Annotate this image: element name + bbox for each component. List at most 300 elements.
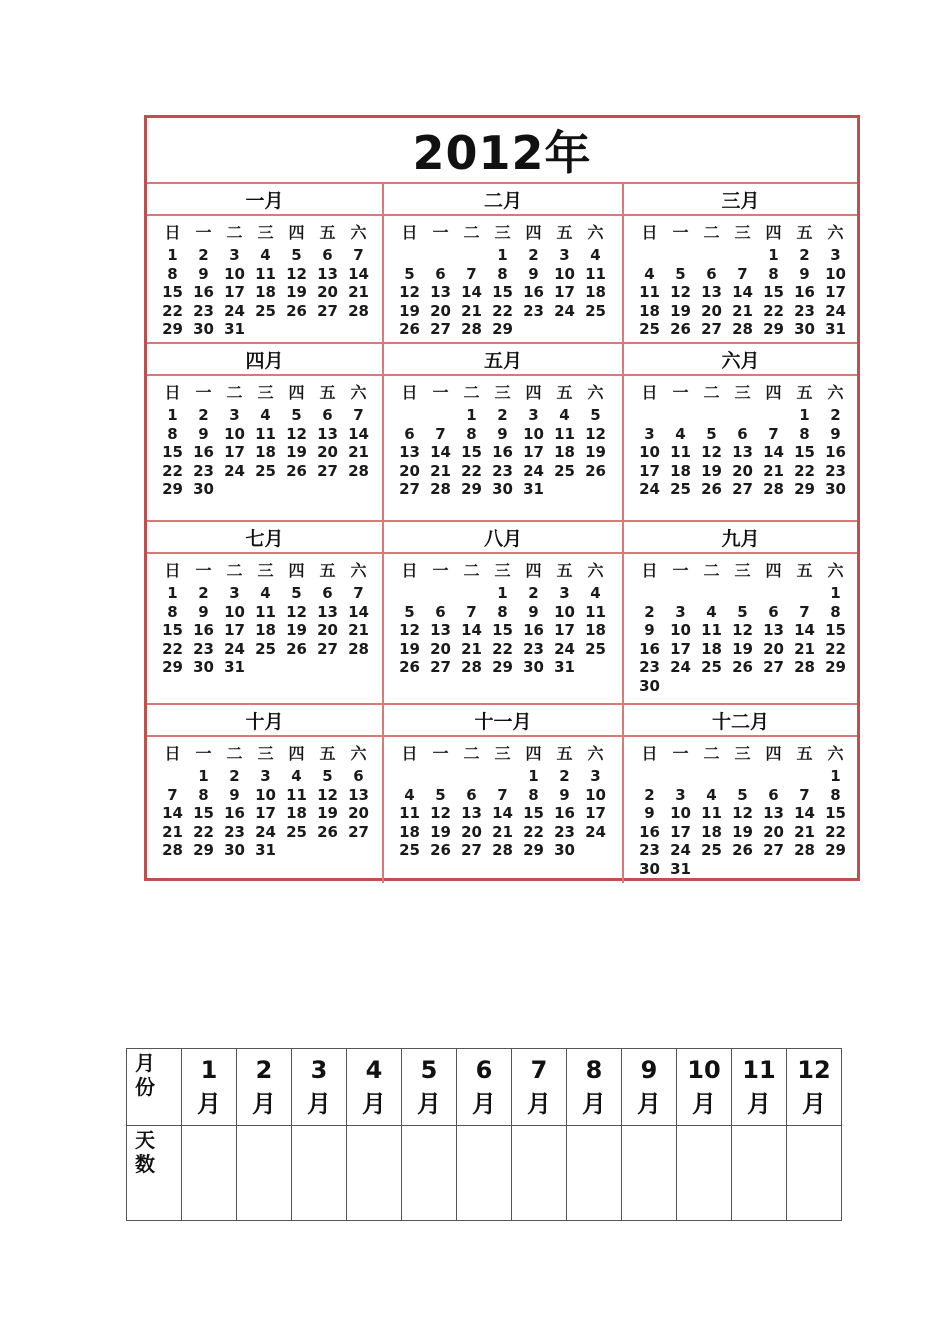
day-cell: 28 [348, 639, 369, 658]
day-cell: 14 [348, 264, 369, 283]
month-name: 一月 [147, 184, 382, 216]
days-input-cell[interactable] [182, 1126, 237, 1221]
day-cell: 12 [732, 804, 753, 822]
day-cell: 4 [644, 264, 655, 283]
weekday-header: 五 [796, 383, 813, 402]
weekday-header: 三 [494, 561, 511, 580]
weekday-header: 一 [195, 561, 212, 580]
month-name: 七月 [147, 522, 382, 554]
day-cell: 31 [523, 480, 544, 498]
day-cell: 16 [193, 443, 214, 461]
day-cell: 18 [255, 621, 276, 639]
day-cell: 1 [799, 406, 810, 424]
day-cell: 11 [585, 264, 606, 283]
day-grid [384, 554, 622, 677]
day-cell: 30 [523, 658, 544, 676]
day-grid [147, 554, 382, 677]
day-cell: 3 [830, 246, 841, 264]
days-input-cell[interactable] [622, 1126, 677, 1221]
day-cell: 5 [706, 424, 717, 443]
days-input-cell[interactable] [237, 1126, 292, 1221]
weekday-header: 六 [827, 223, 844, 242]
day-cell: 9 [198, 602, 209, 621]
day-cell: 27 [317, 461, 338, 480]
day-cell: 9 [799, 264, 810, 283]
month-name: 十二月 [624, 705, 857, 737]
day-cell: 10 [825, 264, 846, 283]
day-cell: 23 [639, 841, 660, 859]
days-input-cell[interactable] [787, 1126, 842, 1221]
day-cell: 4 [706, 602, 717, 621]
day-cell: 15 [825, 621, 846, 639]
days-input-cell[interactable] [512, 1126, 567, 1221]
day-cell: 11 [585, 602, 606, 621]
weekday-header: 二 [703, 561, 720, 580]
empty-cell [696, 246, 727, 265]
empty-cell [394, 767, 425, 786]
day-cell: 30 [492, 480, 513, 498]
weekday-header: 二 [703, 383, 720, 402]
day-cell: 25 [286, 822, 307, 841]
day-cell: 1 [497, 246, 508, 264]
day-cell: 4 [590, 584, 601, 602]
day-cell: 5 [590, 406, 601, 424]
day-cell: 3 [559, 246, 570, 264]
weekday-header: 二 [226, 744, 243, 763]
day-grid [384, 376, 622, 499]
day-cell: 30 [794, 320, 815, 338]
day-cell: 9 [830, 424, 841, 443]
day-cell: 12 [399, 283, 420, 301]
day-cell: 13 [317, 602, 338, 621]
month-row [147, 344, 857, 522]
day-cell: 15 [523, 804, 544, 822]
day-cell: 9 [229, 785, 240, 804]
day-cell: 25 [701, 658, 722, 676]
day-cell: 7 [466, 264, 477, 283]
day-cell: 31 [224, 658, 245, 676]
day-cell: 18 [670, 461, 691, 480]
day-cell: 29 [794, 480, 815, 498]
day-cell: 6 [353, 767, 364, 785]
day-cell: 11 [255, 424, 276, 443]
month-row-header: 月 份 [127, 1049, 182, 1126]
day-cell: 15 [162, 443, 183, 461]
weekday-header: 五 [556, 561, 573, 580]
month-row [147, 184, 857, 344]
month-name: 五月 [384, 344, 622, 376]
day-cell: 8 [528, 785, 539, 804]
day-cell: 6 [768, 785, 779, 804]
day-cell: 16 [794, 283, 815, 301]
day-cell: 30 [193, 658, 214, 676]
day-cell: 19 [732, 822, 753, 841]
day-cell: 27 [763, 658, 784, 676]
month-block [624, 184, 857, 344]
day-cell: 25 [701, 841, 722, 859]
day-cell: 14 [348, 424, 369, 443]
day-cell: 8 [830, 602, 841, 621]
day-cell: 25 [255, 301, 276, 320]
month-block [384, 522, 624, 705]
day-cell: 19 [732, 639, 753, 658]
day-cell: 12 [317, 785, 338, 804]
empty-cell [727, 406, 758, 425]
days-input-cell[interactable] [732, 1126, 787, 1221]
month-block [147, 344, 384, 522]
day-cell: 11 [399, 804, 420, 822]
day-cell: 17 [224, 283, 245, 301]
day-cell: 23 [492, 461, 513, 480]
weekday-header: 五 [556, 744, 573, 763]
day-cell: 8 [768, 264, 779, 283]
day-cell: 25 [585, 301, 606, 320]
day-cell: 26 [399, 320, 420, 338]
month-block [147, 705, 384, 883]
day-cell: 3 [644, 424, 655, 443]
day-cell: 20 [763, 822, 784, 841]
day-cell: 11 [639, 283, 660, 301]
day-cell: 5 [737, 785, 748, 804]
empty-cell [394, 584, 425, 603]
day-cell: 14 [492, 804, 513, 822]
day-cell: 8 [799, 424, 810, 443]
day-cell: 20 [399, 461, 420, 480]
day-cell: 13 [732, 443, 753, 461]
empty-cell [456, 246, 487, 265]
day-cell: 23 [193, 639, 214, 658]
day-cell: 5 [404, 264, 415, 283]
day-cell: 11 [670, 443, 691, 461]
day-cell: 23 [224, 822, 245, 841]
day-cell: 8 [167, 264, 178, 283]
day-cell: 22 [193, 822, 214, 841]
day-cell: 29 [492, 658, 513, 676]
day-cell: 21 [348, 621, 369, 639]
weekday-header: 二 [226, 223, 243, 242]
day-cell: 10 [224, 264, 245, 283]
day-cell: 13 [461, 804, 482, 822]
weekday-header: 六 [827, 744, 844, 763]
day-cell: 13 [763, 621, 784, 639]
day-cell: 11 [701, 621, 722, 639]
day-cell: 6 [768, 602, 779, 621]
day-cell: 28 [763, 480, 784, 498]
day-cell: 12 [670, 283, 691, 301]
day-cell: 20 [348, 804, 369, 822]
weekday-header: 六 [587, 744, 604, 763]
day-cell: 13 [399, 443, 420, 461]
day-cell: 23 [794, 301, 815, 320]
day-cell: 31 [670, 859, 691, 878]
day-cell: 17 [585, 804, 606, 822]
day-cell: 26 [286, 461, 307, 480]
day-cell: 28 [732, 320, 753, 338]
day-cell: 24 [585, 822, 606, 841]
day-cell: 20 [317, 283, 338, 301]
weekday-header: 五 [319, 383, 336, 402]
month-column-header: 1 月 [182, 1049, 237, 1126]
weekday-header: 日 [164, 561, 181, 580]
day-cell: 12 [286, 424, 307, 443]
day-cell: 7 [466, 602, 477, 621]
day-cell: 29 [162, 480, 183, 498]
day-cell: 26 [585, 461, 606, 480]
day-cell: 24 [825, 301, 846, 320]
days-input-cell[interactable] [292, 1126, 347, 1221]
month-name: 十一月 [384, 705, 622, 737]
weekday-header: 二 [226, 383, 243, 402]
empty-cell [157, 767, 188, 786]
empty-cell [634, 584, 665, 603]
day-cell: 6 [706, 264, 717, 283]
empty-cell [727, 584, 758, 603]
day-cell: 15 [794, 443, 815, 461]
month-column-header: 11 月 [732, 1049, 787, 1126]
day-cell: 15 [492, 621, 513, 639]
day-cell: 11 [255, 264, 276, 283]
day-cell: 16 [554, 804, 575, 822]
day-cell: 9 [559, 785, 570, 804]
day-cell: 29 [193, 841, 214, 859]
day-cell: 3 [528, 406, 539, 424]
day-cell: 26 [732, 658, 753, 676]
day-cell: 18 [585, 283, 606, 301]
days-input-cell[interactable] [347, 1126, 402, 1221]
day-cell: 19 [286, 621, 307, 639]
day-cell: 31 [825, 320, 846, 338]
empty-cell [696, 767, 727, 786]
weekday-header: 六 [350, 383, 367, 402]
day-cell: 14 [732, 283, 753, 301]
day-cell: 4 [675, 424, 686, 443]
day-cell: 9 [644, 804, 655, 822]
day-cell: 13 [701, 283, 722, 301]
day-cell: 27 [701, 320, 722, 338]
month-name: 八月 [384, 522, 622, 554]
day-cell: 2 [559, 767, 570, 785]
day-cell: 30 [554, 841, 575, 859]
day-cell: 20 [317, 621, 338, 639]
empty-cell [394, 406, 425, 425]
day-cell: 2 [198, 406, 209, 424]
weekday-header: 三 [257, 383, 274, 402]
month-block [384, 705, 624, 883]
day-cell: 7 [435, 424, 446, 443]
day-cell: 13 [348, 785, 369, 804]
empty-cell [425, 406, 456, 425]
day-cell: 24 [255, 822, 276, 841]
day-cell: 1 [830, 767, 841, 785]
day-cell: 10 [639, 443, 660, 461]
weekday-header: 二 [463, 744, 480, 763]
weekday-header: 五 [796, 223, 813, 242]
day-cell: 7 [353, 584, 364, 602]
day-cell: 11 [255, 602, 276, 621]
day-cell: 28 [162, 841, 183, 859]
weekday-header: 四 [765, 223, 782, 242]
day-cell: 27 [317, 639, 338, 658]
day-cell: 30 [193, 480, 214, 498]
day-cell: 10 [224, 602, 245, 621]
day-cell: 5 [291, 246, 302, 264]
year-calendar [144, 115, 860, 881]
day-cell: 26 [430, 841, 451, 859]
day-cell: 26 [701, 480, 722, 498]
day-cell: 23 [193, 301, 214, 320]
empty-cell [789, 584, 820, 603]
weekday-header: 二 [463, 223, 480, 242]
day-cell: 1 [830, 584, 841, 602]
day-cell: 23 [193, 461, 214, 480]
day-cell: 20 [317, 443, 338, 461]
day-cell: 31 [554, 658, 575, 676]
day-cell: 1 [768, 246, 779, 264]
day-cell: 28 [348, 461, 369, 480]
month-name: 九月 [624, 522, 857, 554]
weekday-header: 日 [641, 383, 658, 402]
day-cell: 25 [255, 461, 276, 480]
empty-cell [634, 767, 665, 786]
month-name: 二月 [384, 184, 622, 216]
day-cell: 25 [639, 320, 660, 338]
day-cell: 8 [167, 602, 178, 621]
day-cell: 1 [497, 584, 508, 602]
day-cell: 30 [193, 320, 214, 338]
month-column-header: 8 月 [567, 1049, 622, 1126]
weekday-header: 日 [164, 744, 181, 763]
days-input-cell[interactable] [677, 1126, 732, 1221]
day-cell: 24 [224, 639, 245, 658]
day-cell: 27 [763, 841, 784, 859]
day-cell: 16 [639, 822, 660, 841]
day-cell: 23 [825, 461, 846, 480]
day-cell: 20 [763, 639, 784, 658]
day-cell: 28 [348, 301, 369, 320]
empty-cell [789, 767, 820, 786]
day-cell: 4 [706, 785, 717, 804]
day-cell: 21 [348, 283, 369, 301]
day-cell: 17 [554, 621, 575, 639]
weekday-header: 日 [401, 223, 418, 242]
empty-cell [425, 767, 456, 786]
weekday-header: 一 [432, 744, 449, 763]
day-grid [147, 216, 382, 339]
day-cell: 12 [585, 424, 606, 443]
day-cell: 21 [162, 822, 183, 841]
weekday-header: 三 [734, 383, 751, 402]
weekday-header: 四 [288, 744, 305, 763]
day-cell: 6 [322, 246, 333, 264]
calendar-title: 2012年 [147, 118, 857, 184]
month-name: 六月 [624, 344, 857, 376]
weekday-header: 日 [401, 383, 418, 402]
day-cell: 23 [639, 658, 660, 676]
day-cell: 29 [825, 841, 846, 859]
empty-cell [727, 767, 758, 786]
empty-cell [456, 584, 487, 603]
day-cell: 31 [224, 320, 245, 338]
day-cell: 27 [430, 658, 451, 676]
day-cell: 12 [701, 443, 722, 461]
day-cell: 24 [670, 658, 691, 676]
day-cell: 22 [492, 639, 513, 658]
day-grid [384, 737, 622, 860]
day-cell: 17 [224, 621, 245, 639]
days-count-table [126, 1048, 842, 1221]
days-input-cell[interactable] [567, 1126, 622, 1221]
month-column-header: 9 月 [622, 1049, 677, 1126]
day-cell: 6 [435, 264, 446, 283]
day-cell: 24 [224, 461, 245, 480]
day-cell: 18 [639, 301, 660, 320]
day-cell: 3 [590, 767, 601, 785]
day-cell: 2 [644, 785, 655, 804]
day-cell: 22 [492, 301, 513, 320]
day-cell: 10 [554, 264, 575, 283]
day-cell: 13 [430, 621, 451, 639]
day-cell: 17 [255, 804, 276, 822]
weekday-header: 日 [641, 744, 658, 763]
day-cell: 2 [799, 246, 810, 264]
day-cell: 8 [830, 785, 841, 804]
month-block [147, 522, 384, 705]
day-cell: 25 [670, 480, 691, 498]
day-cell: 7 [737, 264, 748, 283]
day-cell: 1 [167, 584, 178, 602]
day-cell: 10 [523, 424, 544, 443]
day-cell: 20 [430, 639, 451, 658]
days-input-cell[interactable] [457, 1126, 512, 1221]
days-input-cell[interactable] [402, 1126, 457, 1221]
day-cell: 10 [670, 804, 691, 822]
day-cell: 15 [492, 283, 513, 301]
day-cell: 29 [162, 658, 183, 676]
weekday-header: 三 [494, 383, 511, 402]
day-cell: 15 [461, 443, 482, 461]
day-cell: 2 [644, 602, 655, 621]
day-cell: 14 [794, 621, 815, 639]
day-grid [624, 554, 857, 695]
weekday-header: 四 [525, 223, 542, 242]
weekday-header: 五 [319, 744, 336, 763]
month-block [384, 184, 624, 344]
day-cell: 22 [523, 822, 544, 841]
day-cell: 9 [528, 264, 539, 283]
day-cell: 9 [644, 621, 655, 639]
day-cell: 12 [286, 602, 307, 621]
day-cell: 2 [830, 406, 841, 424]
weekday-header: 二 [703, 223, 720, 242]
month-block [147, 184, 384, 344]
day-cell: 22 [162, 639, 183, 658]
month-block [384, 344, 624, 522]
weekday-header: 一 [672, 223, 689, 242]
weekday-header: 三 [494, 223, 511, 242]
empty-cell [758, 584, 789, 603]
day-cell: 16 [523, 283, 544, 301]
day-cell: 30 [639, 676, 660, 695]
weekday-header: 日 [164, 383, 181, 402]
day-cell: 18 [399, 822, 420, 841]
day-cell: 27 [317, 301, 338, 320]
day-cell: 5 [737, 602, 748, 621]
day-cell: 29 [461, 480, 482, 498]
day-cell: 19 [286, 283, 307, 301]
day-cell: 29 [523, 841, 544, 859]
month-row [147, 522, 857, 705]
day-cell: 21 [732, 301, 753, 320]
